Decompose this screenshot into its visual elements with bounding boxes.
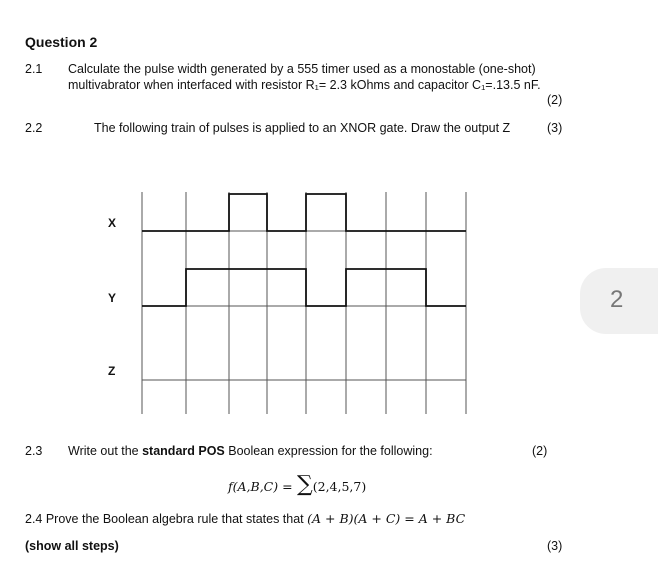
- q24-line: [25, 511, 465, 526]
- sigma-symbol: ∑: [297, 472, 313, 497]
- formula-rhs: (2,4,5,7): [312, 479, 367, 494]
- q24-marks: (3): [547, 539, 563, 553]
- q22-number: 2.2: [25, 121, 43, 135]
- q22-text: The following train of pulses is applied to an XNOR gate. Draw the output Z: [94, 121, 511, 135]
- waveform-x: [142, 194, 466, 231]
- page-title: Question 2: [25, 34, 98, 50]
- formula-lhs: f(A,B,C) =: [228, 479, 293, 494]
- signal-label-y: Y: [108, 291, 117, 305]
- waveform-y: [142, 269, 466, 306]
- q22-marks: (3): [547, 121, 563, 135]
- q24-text: 2.4 Prove the Boolean algebra rule that states that: [25, 512, 304, 526]
- q21-marks: (2): [547, 93, 563, 107]
- timing-grid: [142, 192, 466, 414]
- q24-show-steps: (show all steps): [25, 539, 119, 553]
- page-number-tab[interactable]: [580, 268, 658, 334]
- page-number: 2: [610, 286, 624, 313]
- q23-text-post: Boolean expression for the following:: [224, 444, 433, 458]
- signal-label-x: X: [108, 216, 117, 230]
- q21-line1: Calculate the pulse width generated by a 555 timer used as a monostable (one-shot): [68, 62, 536, 76]
- signal-label-z: Z: [108, 364, 116, 378]
- waveforms: [142, 194, 466, 306]
- q21-number: 2.1: [25, 62, 43, 76]
- q23-number: 2.3: [25, 444, 43, 458]
- q23-text-pre: Write out the: [68, 444, 143, 458]
- q23-text: [68, 444, 433, 458]
- q21-line2: multivabrator when interfaced with resistor R₁= 2.3 kOhms and capacitor C₁=.13.5 nF.: [68, 78, 541, 92]
- q24-formula: (A + B)(A + C) = A + BC: [307, 511, 466, 526]
- q23-formula: [228, 472, 366, 497]
- q23-marks: (2): [532, 444, 548, 458]
- q23-text-bold: standard POS: [142, 444, 225, 458]
